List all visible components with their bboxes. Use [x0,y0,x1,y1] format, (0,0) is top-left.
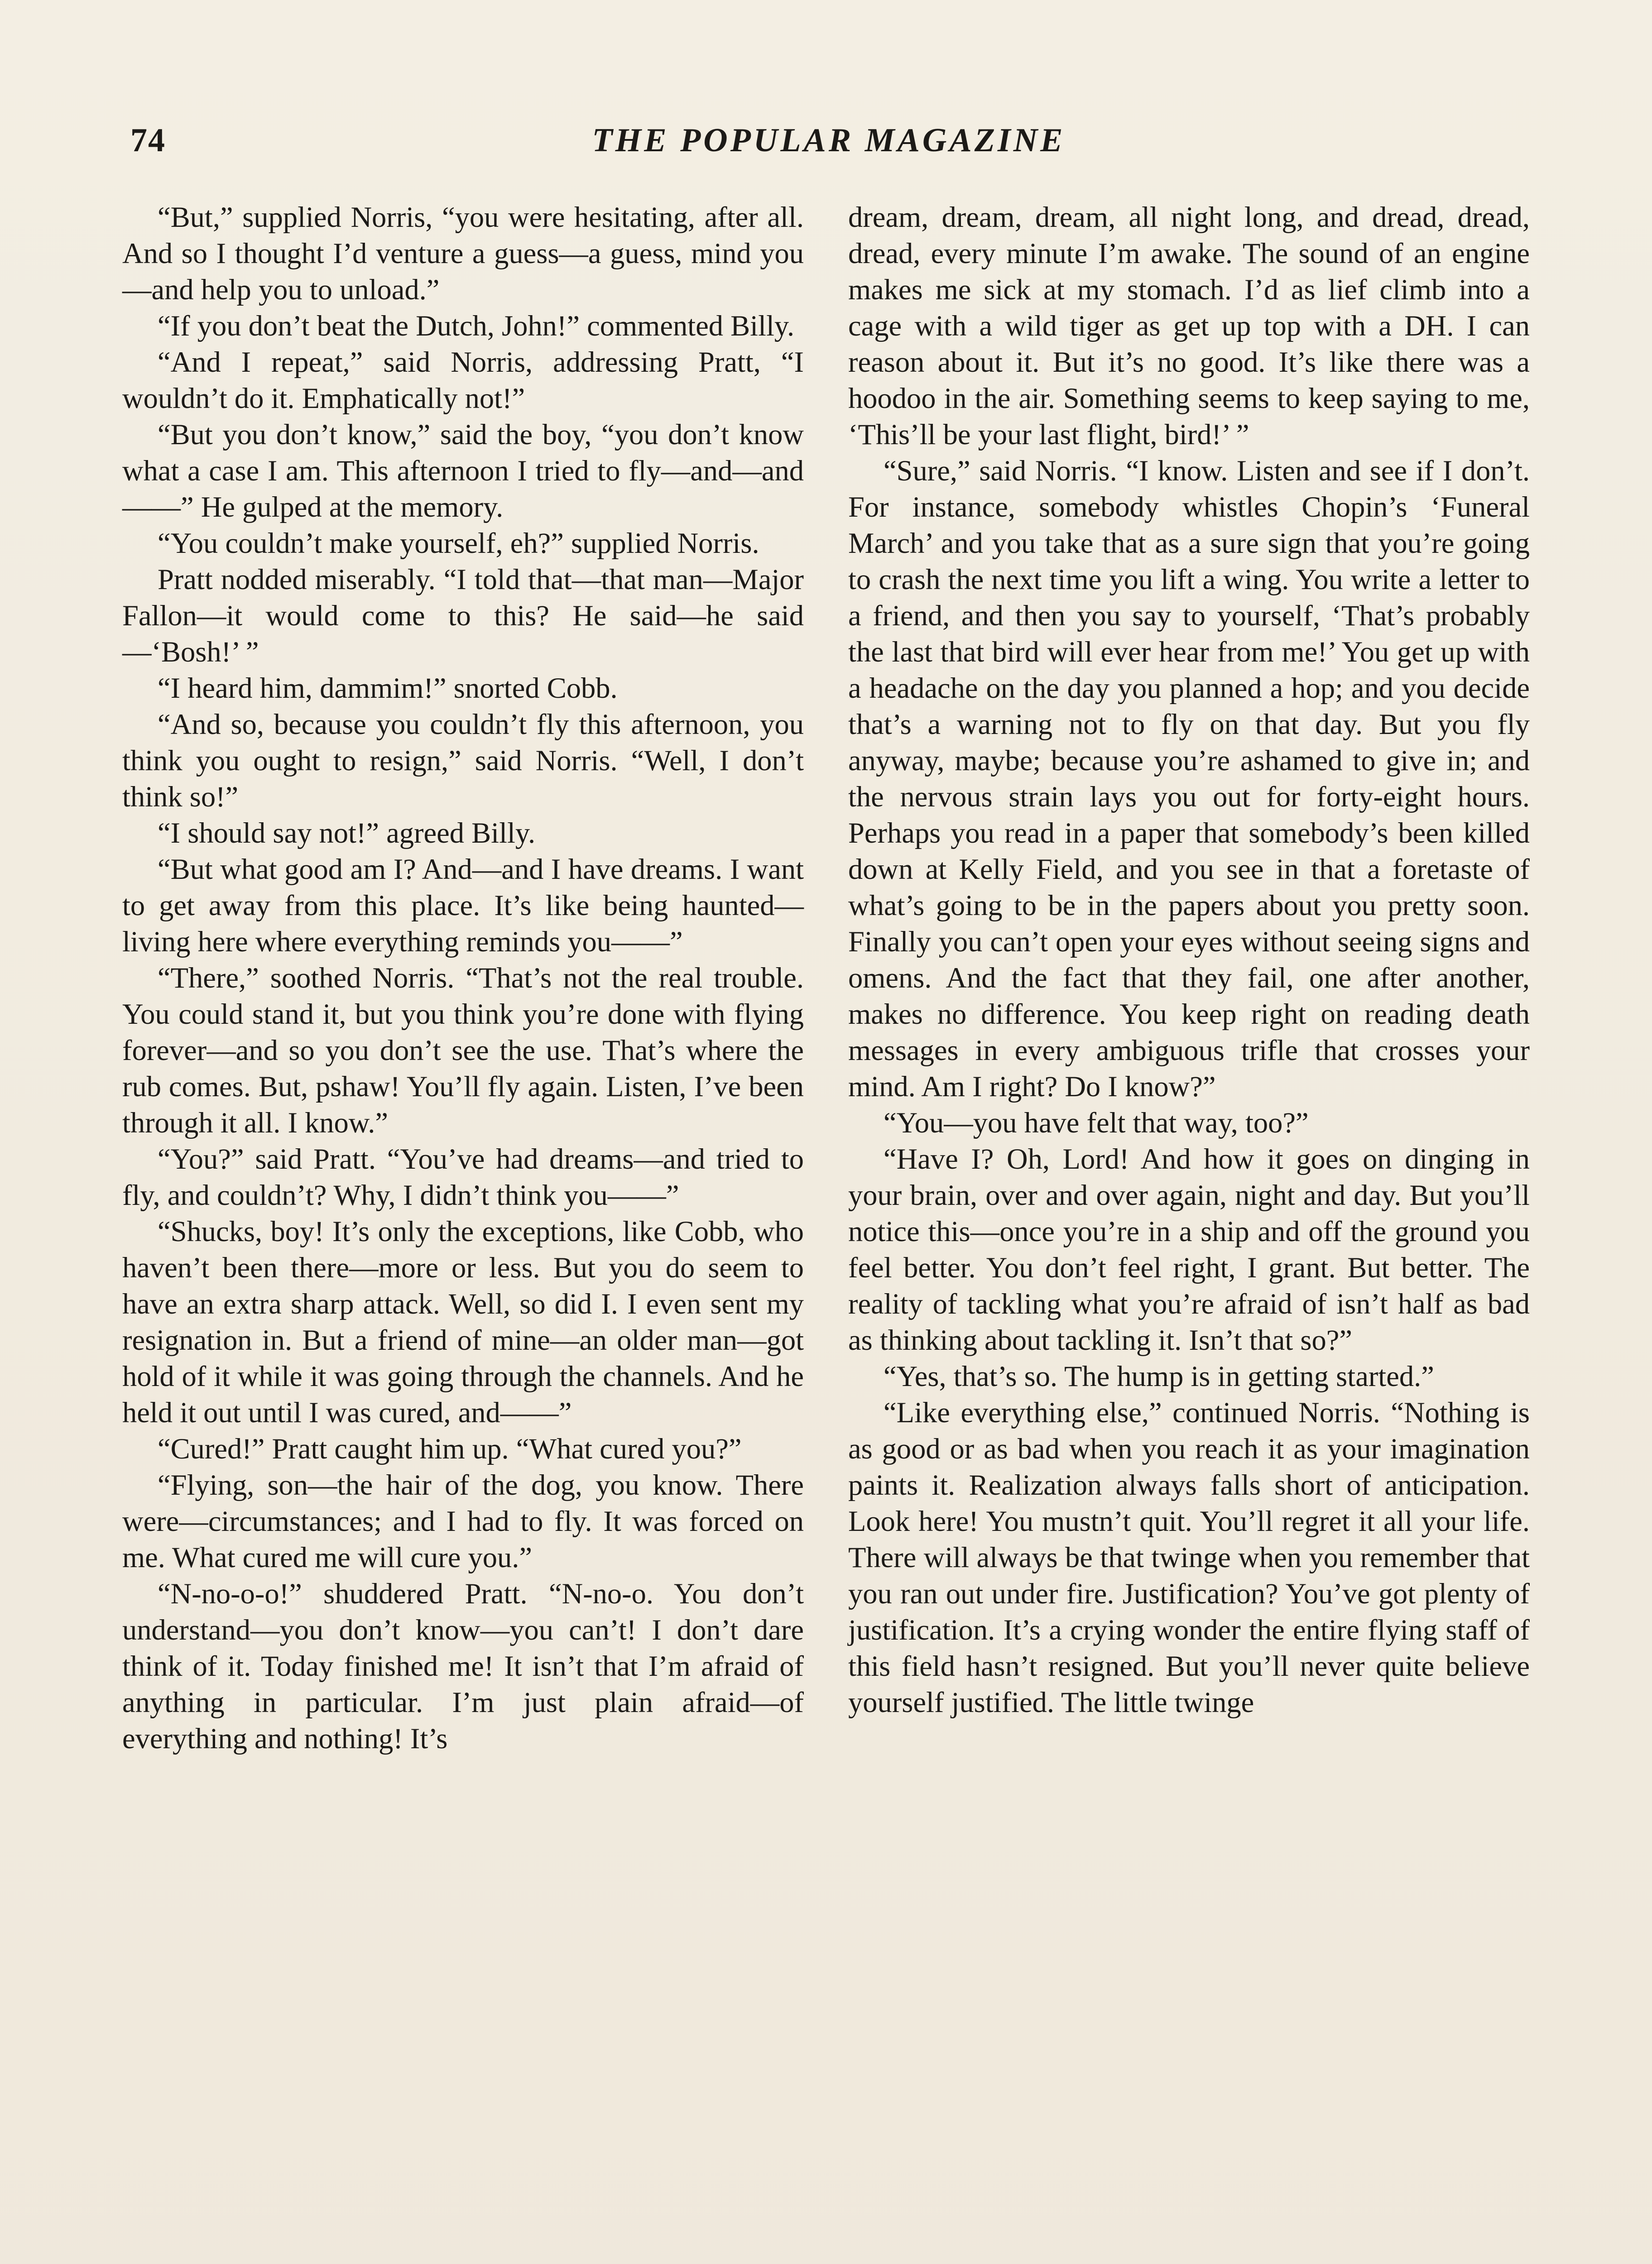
paragraph: “I should say not!” agreed Billy. [158,817,536,849]
paragraph: “And I repeat,” said Norris, addressing Pratt, “I wouldn’t do it. Emphatically not!” [122,346,804,414]
paragraph: “Like everything else,” continued Norris. “Nothing is as good or as bad when you reach it as your imagination paints it. Realization always falls short of anticipation. Look here! You mustn’t quit. You’ll regret it all your life. There will always be that twinge when you remember that you ran out under fire. Justification? You’ve got plenty of justification. It’s a crying wonder the entire flying staff of this field hasn’t resigned. But you’ll never quite believe yourself justified. The little twinge [848,1396,1530,1718]
paragraph: “Flying, son—the hair of the dog, you know. There were—circumstances; and I had to fly. It was forced on me. What cured me will cure you.” [122,1469,804,1573]
paragraph: “Have I? Oh, Lord! And how it goes on dinging in your brain, over and over again, night and day. But you’ll notice this—once you’re in a ship and off the ground you feel better. You don’t feel right, I grant. But better. The reality of tackling what you’re afraid of isn’t half as bad as thinking about tackling it. Isn’t that so?” [848,1143,1530,1356]
page-header [122,121,1535,171]
paragraph: “N-no-o-o!” shuddered Pratt. “N-no-o. You don’t understand—you don’t know—you can’t! I don’t dare think of it. Today finished me! It isn’t that I’m afraid of anything in particular. I’m just plain afraid—of everything and nothing! It’s [122,1578,804,1755]
paragraph: “And so, because you couldn’t fly this afternoon, you think you ought to resign,” said Norris. “Well, I don’t think so!” [122,708,804,813]
paragraph: “But,” supplied Norris, “you were hesitating, after all. And so I thought I’d venture a guess—a guess, mind you—and help you to unload.” [122,201,804,306]
paragraph: “Cured!” Pratt caught him up. “What cured you?” [158,1433,742,1465]
paragraph: “Yes, that’s so. The hump is in getting started.” [884,1360,1434,1392]
paragraph: “You couldn’t make yourself, eh?” supplied Norris. [158,527,759,559]
paragraph: “Shucks, boy! It’s only the exceptions, like Cobb, who haven’t been there—more or less. But you do seem to have an extra sharp attack. Well, so did I. I even sent my resignation in. But a friend of mine—an older man—got hold of it while it was going through the channels. And he held it out until I was cured, and——” [122,1215,804,1429]
paragraph: “You?” said Pratt. “You’ve had dreams—and tried to fly, and couldn’t? Why, I didn’t think you——” [122,1143,804,1211]
right-column [848,199,1530,1721]
paragraph: “If you don’t beat the Dutch, John!” commented Billy. [158,310,795,342]
paragraph: “You—you have felt that way, too?” [884,1107,1309,1139]
paragraph: “But you don’t know,” said the boy, “you don’t know what a case I am. This afternoon I tried to fly—and—and——” He gulped at the memory. [122,418,804,523]
paragraph: “There,” soothed Norris. “That’s not the real trouble. You could stand it, but you think you’re done with flying forever—and so you don’t see the use. That’s where the rub comes. But, pshaw! You’ll fly again. Listen, I’ve been through it all. I know.” [122,962,804,1139]
left-column [122,199,804,1757]
paragraph: “I heard him, dammim!” snorted Cobb. [158,672,618,704]
page-number: 74 [130,122,166,159]
paragraph-continued: dream, dream, dream, all night long, and dread, dread, dread, every minute I’m awake. The sound of an engine makes me sick at my stomach. I’d as lief climb into a cage with a wild tiger as get up top with a DH. I can reason about it. But it’s no good. It’s like there was a hoodoo in the air. Something seems to keep saying to me, ‘This’ll be your last flight, bird!’ ” [848,201,1530,451]
paragraph: Pratt nodded miserably. “I told that—that man—Major Fallon—it would come to this? He said—he said—‘Bosh!’ ” [122,563,804,668]
paragraph: “But what good am I? And—and I have dreams. I want to get away from this place. It’s like being haunted—living here where everything reminds you——” [122,853,804,958]
paragraph: “Sure,” said Norris. “I know. Listen and see if I don’t. For instance, somebody whistles Chopin’s ‘Funeral March’ and you take that as a sure sign that you’re going to crash the next time you lift a wing. You write a letter to a friend, and then you say to yourself, ‘That’s probably the last that bird will ever hear from me!’ You get up with a headache on the day you planned a hop; and you decide that’s a warning not to fly on that day. But you fly anyway, maybe; because you’re ashamed to give in; and the nervous strain lays you out for forty-eight hours. Perhaps you read in a paper that somebody’s been killed down at Kelly Field, and you see in that a foretaste of what’s going to be in the papers about you pretty soon. Finally you can’t open your eyes without seeing signs and omens. And the fact that they fail, one after another, makes no difference. You keep right on reading death messages in every ambiguous trifle that crosses your mind. Am I right? Do I know?” [848,455,1530,1103]
running-head: THE POPULAR MAGAZINE [592,122,1066,159]
